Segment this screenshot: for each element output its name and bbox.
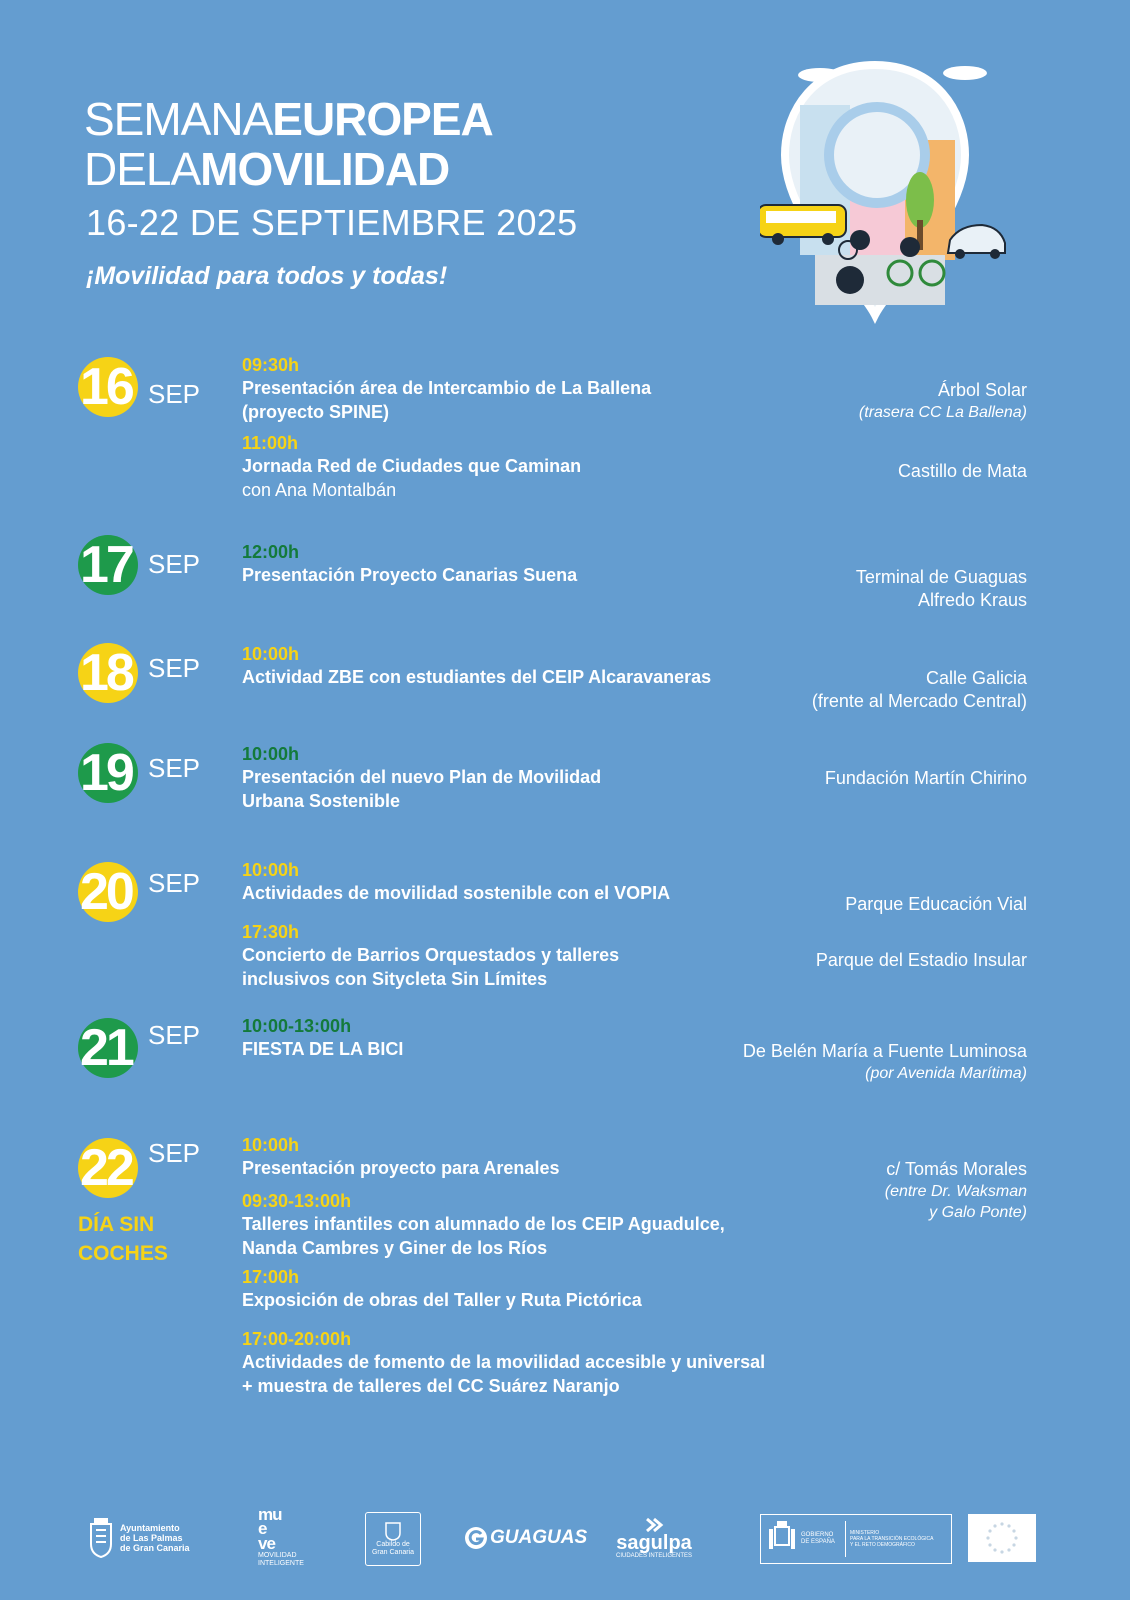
event-time: 17:00h bbox=[242, 1267, 300, 1287]
event-time: 17:30h bbox=[242, 922, 300, 942]
day-number: 22 bbox=[80, 1139, 132, 1197]
event-time: 17:00-20:00h bbox=[242, 1329, 352, 1349]
car-free-day-line-2: COCHES bbox=[78, 1242, 168, 1265]
event-location bbox=[647, 1040, 1027, 1084]
gobierno-logo bbox=[760, 1514, 952, 1564]
event-title-2: + muestra de talleres del CC Suárez Naranjo bbox=[242, 1376, 620, 1396]
location-note: (entre Dr. Waksman bbox=[884, 1183, 1027, 1200]
event-title: Presentación proyecto para Arenales bbox=[242, 1158, 560, 1178]
title-thin-1: SEMANA bbox=[84, 93, 273, 145]
location-name: c/ Tomás Morales bbox=[886, 1159, 1027, 1179]
guaguas-g-icon bbox=[464, 1526, 488, 1550]
sagulpa-logo bbox=[616, 1510, 692, 1566]
event-title: FIESTA DE LA BICI bbox=[242, 1039, 404, 1059]
car-free-day-label bbox=[78, 1210, 168, 1268]
location-name: Calle Galicia bbox=[925, 668, 1027, 688]
location-name: Parque Educación Vial bbox=[845, 894, 1027, 914]
cabildo-text: Cabildo de bbox=[376, 1541, 410, 1548]
day-month: SEP bbox=[148, 753, 201, 783]
day-number: 20 bbox=[80, 863, 132, 921]
event-title: Talleres infantiles con alumnado de los CEIP Aguadulce, bbox=[242, 1214, 725, 1234]
location-name: Parque del Estadio Insular bbox=[815, 950, 1027, 970]
event-subtitle: con Ana Montalbán bbox=[242, 480, 397, 500]
event bbox=[242, 1266, 852, 1312]
event-time: 10:00h bbox=[242, 644, 300, 664]
mueve-caption: INTELIGENTE bbox=[258, 1560, 304, 1567]
event-title: Actividad ZBE con estudiantes del CEIP Alcaravaneras bbox=[242, 667, 712, 687]
event-dates: 16-22 DE SEPTIEMBRE 2025 bbox=[86, 202, 578, 243]
event-location bbox=[647, 566, 1027, 612]
location-name: Castillo de Mata bbox=[897, 461, 1027, 481]
event-time: 11:00h bbox=[242, 433, 299, 453]
event-title: Presentación área de Intercambio de La Ballena bbox=[242, 378, 652, 398]
location-note: (por Avenida Marítima) bbox=[865, 1065, 1027, 1082]
mueve-text: ve bbox=[258, 1534, 275, 1553]
title-thin-2: DELA bbox=[84, 143, 201, 195]
event-title: Actividades de fomento de la movilidad accesible y universal bbox=[242, 1352, 766, 1372]
mueve-text: mu bbox=[258, 1505, 282, 1524]
event-location bbox=[647, 667, 1027, 713]
event-location bbox=[647, 379, 1027, 423]
ministerio-text: MINISTERIO bbox=[850, 1530, 880, 1536]
day-number: 17 bbox=[80, 536, 132, 594]
event-time: 09:30h bbox=[242, 355, 300, 375]
day-month: SEP bbox=[148, 868, 201, 898]
event-subtitle: (proyecto SPINE) bbox=[242, 402, 390, 422]
gobierno-text: GOBIERNO bbox=[801, 1532, 834, 1538]
location-name-2: (frente al Mercado Central) bbox=[811, 691, 1027, 711]
event-title: Actividades de movilidad sostenible con el VOPIA bbox=[242, 883, 671, 903]
gobierno-text: DE ESPAÑA bbox=[801, 1539, 835, 1545]
eu-flag-logo bbox=[968, 1514, 1036, 1562]
guaguas-text: GUAGUAS bbox=[490, 1527, 588, 1548]
event-title-2: Nanda Cambres y Giner de los Ríos bbox=[242, 1238, 548, 1258]
day-month: SEP bbox=[148, 379, 201, 409]
event-time: 10:00h bbox=[242, 744, 300, 764]
ministerio-text: Y EL RETO DEMOGRÁFICO bbox=[850, 1542, 915, 1548]
day-number: 19 bbox=[80, 744, 132, 802]
event-title: Presentación del nuevo Plan de Movilidad bbox=[242, 767, 602, 787]
event-time: 12:00h bbox=[242, 542, 300, 562]
location-name: De Belén María a Fuente Luminosa bbox=[742, 1041, 1027, 1061]
mueve-caption: MOVILIDAD bbox=[258, 1552, 297, 1559]
day-month: SEP bbox=[148, 1138, 201, 1168]
day-number: 18 bbox=[80, 644, 132, 702]
event-title: Exposición de obras del Taller y Ruta Pictórica bbox=[242, 1290, 642, 1310]
title-bold-1: EUROPEA bbox=[272, 93, 493, 145]
ministerio-text: PARA LA TRANSICIÓN ECOLÓGICA bbox=[850, 1536, 934, 1542]
location-note-2: y Galo Ponte) bbox=[929, 1204, 1027, 1221]
title-line-1 bbox=[84, 94, 493, 144]
ayto-line: Ayuntamiento bbox=[120, 1523, 180, 1533]
day-number: 16 bbox=[80, 358, 132, 416]
mueve-text: e bbox=[258, 1519, 268, 1538]
event-time: 10:00-13:00h bbox=[242, 1016, 352, 1036]
guaguas-logo bbox=[464, 1510, 587, 1566]
event-location bbox=[647, 949, 1027, 972]
day-month: SEP bbox=[148, 549, 201, 579]
location-note: (trasera CC La Ballena) bbox=[858, 404, 1027, 421]
slogan: ¡Movilidad para todos y todas! bbox=[86, 262, 448, 290]
event-title: Concierto de Barrios Orquestados y talleres bbox=[242, 945, 620, 965]
event-time: 09:30-13:00h bbox=[242, 1191, 352, 1211]
event bbox=[242, 1190, 852, 1260]
cabildo-text: Gran Canaria bbox=[371, 1549, 415, 1556]
sagulpa-text: sagulpa bbox=[616, 1531, 692, 1554]
location-name-2: Alfredo Kraus bbox=[917, 590, 1027, 610]
map-pin-illustration bbox=[760, 55, 1020, 335]
event-title-2: Urbana Sostenible bbox=[242, 791, 401, 811]
day-month: SEP bbox=[148, 653, 201, 683]
cabildo-shield-icon bbox=[385, 1521, 401, 1541]
event-title-2: inclusivos con Sitycleta Sin Límites bbox=[242, 969, 548, 989]
event-title: Presentación Proyecto Canarias Suena bbox=[242, 565, 578, 585]
cabildo-logo bbox=[365, 1512, 421, 1566]
mueve-logo bbox=[258, 1505, 304, 1567]
event-location bbox=[647, 460, 1027, 483]
location-name: Fundación Martín Chirino bbox=[824, 768, 1027, 788]
title-bold-2: MOVILIDAD bbox=[200, 143, 450, 195]
day-month: SEP bbox=[148, 1020, 201, 1050]
location-name: Árbol Solar bbox=[937, 380, 1027, 400]
event-location bbox=[647, 893, 1027, 916]
event-location bbox=[647, 767, 1027, 790]
event-time: 10:00h bbox=[242, 860, 300, 880]
ayuntamiento-logo bbox=[88, 1510, 190, 1566]
event-time: 10:00h bbox=[242, 1135, 300, 1155]
ayto-line: de Gran Canaria bbox=[120, 1543, 190, 1553]
day-number: 21 bbox=[80, 1019, 132, 1077]
event bbox=[242, 1328, 852, 1398]
car-free-day-line-1: DÍA SIN bbox=[78, 1213, 155, 1236]
eu-stars-icon bbox=[982, 1518, 1022, 1558]
spain-coat-icon bbox=[767, 1521, 797, 1557]
title-line-2 bbox=[84, 144, 449, 194]
chevron-right-icon bbox=[643, 1517, 665, 1533]
location-name: Terminal de Guaguas bbox=[855, 567, 1027, 587]
coat-of-arms-icon bbox=[88, 1518, 114, 1558]
ayto-line: de Las Palmas bbox=[120, 1533, 183, 1543]
event-title: Jornada Red de Ciudades que Caminan bbox=[242, 456, 582, 476]
sagulpa-sub: CIUDADES INTELIGENTES bbox=[616, 1552, 693, 1559]
